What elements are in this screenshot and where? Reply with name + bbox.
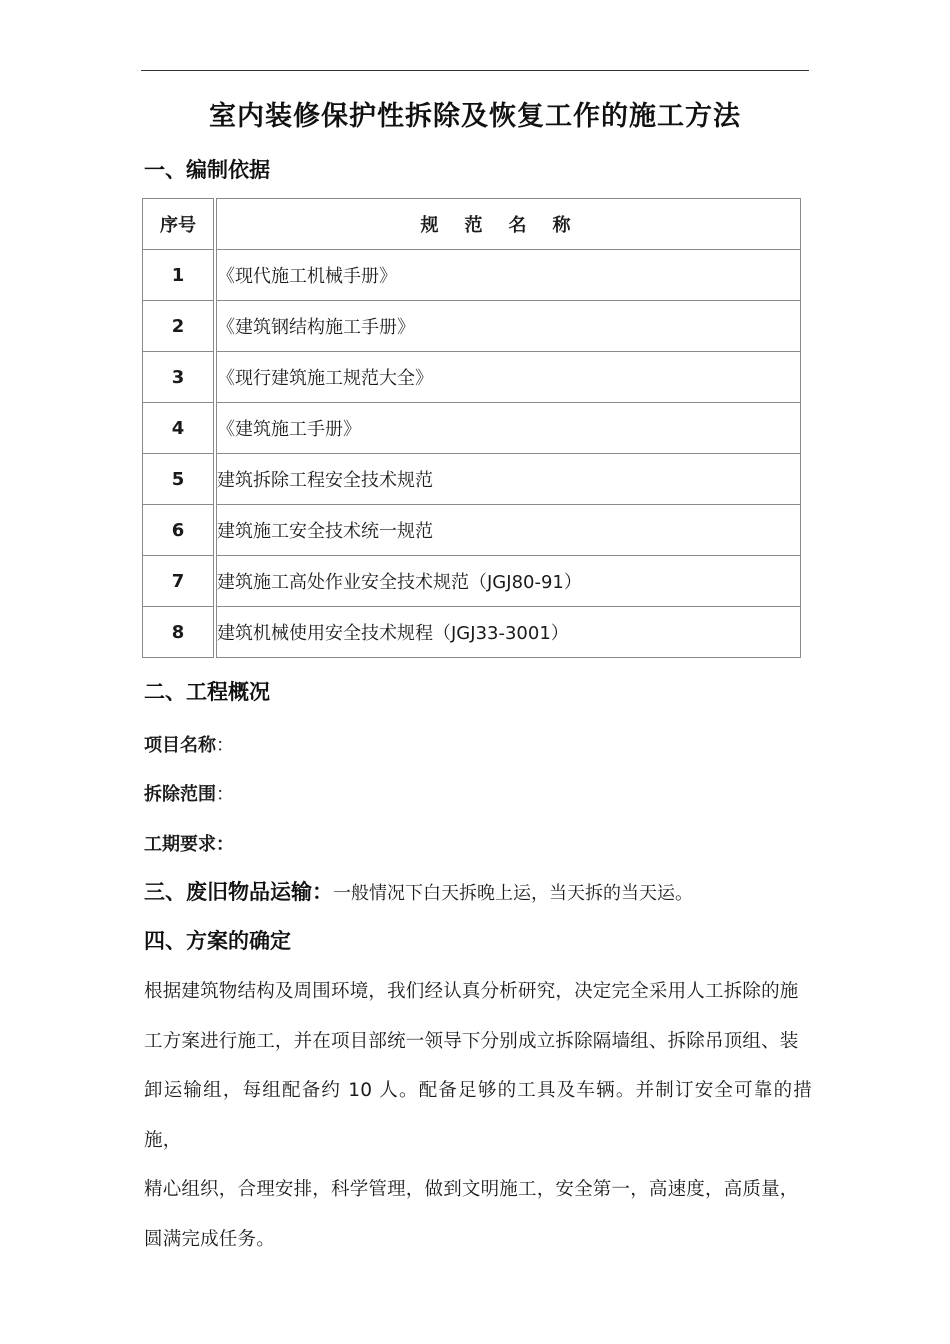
table-row <box>143 250 801 301</box>
waste-transport-line <box>144 876 693 906</box>
row-number: 1 <box>143 250 216 301</box>
table-header-row <box>143 199 801 250</box>
row-number: 7 <box>143 556 216 607</box>
row-number: 8 <box>143 607 216 658</box>
table-row <box>143 403 801 454</box>
table-row <box>143 607 801 658</box>
row-number: 2 <box>143 301 216 352</box>
table-row <box>143 505 801 556</box>
project-name-colon: ： <box>216 735 234 756</box>
table-row <box>143 352 801 403</box>
column-header-number: 序号 <box>143 199 216 250</box>
row-standard-name: 建筑施工安全技术统一规范 <box>215 505 801 556</box>
row-standard-name: 《现行建筑施工规范大全》 <box>215 352 801 403</box>
paragraph-line: 工方案进行施工，并在项目部统一领导下分别成立拆除隔墙组、拆除吊顶组、装 <box>144 1030 799 1052</box>
table-row <box>143 454 801 505</box>
project-name-label: 项目名称 <box>144 735 216 756</box>
standards-table <box>142 198 801 658</box>
row-standard-name: 《建筑施工手册》 <box>215 403 801 454</box>
table-row <box>143 556 801 607</box>
demolition-scope-line <box>144 780 234 806</box>
row-number: 5 <box>143 454 216 505</box>
row-standard-name: 《建筑钢结构施工手册》 <box>215 301 801 352</box>
paragraph-line: 根据建筑物结构及周围环境，我们经认真分析研究，决定完全采用人工拆除的施 <box>144 981 799 1002</box>
schedule-label: 工期要求： <box>144 834 234 855</box>
row-standard-name: 建筑拆除工程安全技术规范 <box>215 454 801 505</box>
project-name-line <box>144 731 234 757</box>
document-title: 室内装修保护性拆除及恢复工作的施工方法 <box>209 101 741 132</box>
section-heading-overview: 二、工程概况 <box>144 680 270 704</box>
header-rule <box>141 70 809 71</box>
section-heading-plan: 四、方案的确定 <box>144 929 291 953</box>
schedule-line <box>144 830 234 856</box>
row-standard-name: 建筑机械使用安全技术规程（JGJ33-3001） <box>215 607 801 658</box>
row-number: 6 <box>143 505 216 556</box>
demolition-scope-label: 拆除范围 <box>144 784 216 805</box>
paragraph-line: 卸运输组，每组配备约 10 人。配备足够的工具及车辆。并制订安全可靠的措施， <box>144 1080 812 1151</box>
section-heading-transport: 三、废旧物品运输： <box>144 880 333 904</box>
column-header-name: 规范名称 <box>215 199 801 250</box>
plan-paragraph <box>144 967 812 1264</box>
row-standard-name: 《现代施工机械手册》 <box>215 250 801 301</box>
row-number: 4 <box>143 403 216 454</box>
demolition-scope-colon: ： <box>216 784 234 805</box>
paragraph-line: 圆满完成任务。 <box>144 1228 275 1250</box>
row-standard-name: 建筑施工高处作业安全技术规范（JGJ80-91） <box>215 556 801 607</box>
paragraph-line: 精心组织，合理安排，科学管理，做到文明施工，安全第一，高速度，高质量， <box>144 1179 799 1200</box>
row-number: 3 <box>143 352 216 403</box>
table-row <box>143 301 801 352</box>
section-heading-basis: 一、编制依据 <box>144 158 270 182</box>
transport-text: 一般情况下白天拆晚上运，当天拆的当天运。 <box>333 883 693 904</box>
